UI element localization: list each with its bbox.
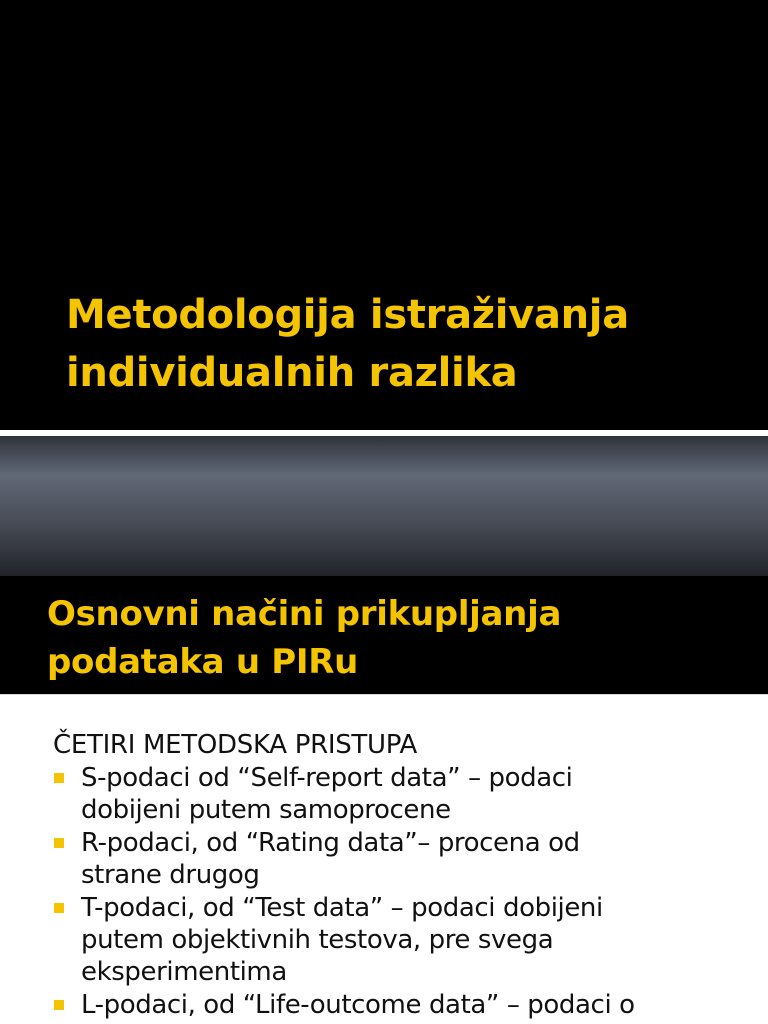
- yellow-square-bullet-icon: [54, 838, 64, 848]
- bullet-text-line: putem objektivnih testova, pre svega: [81, 925, 554, 955]
- bullet-item: [0, 989, 768, 1021]
- slide-2-title-line: Osnovni načini prikupljanja: [47, 594, 562, 634]
- bullet-item: [0, 762, 768, 826]
- yellow-square-bullet-icon: [54, 903, 64, 913]
- slide-2-title: [47, 590, 757, 686]
- slide-1-title-line: individualnih razlika: [66, 350, 518, 396]
- slide-2-header-band: [0, 436, 768, 576]
- bullet-list: [0, 762, 768, 1022]
- slide-1[interactable]: [0, 0, 768, 430]
- bullet-text-line: dobijeni putem samoprocene: [81, 795, 451, 825]
- bullet-text-line: T-podaci, od “Test data” – podaci dobijeni: [81, 893, 603, 923]
- slide-2-title-line: podataka u PIRu: [47, 642, 359, 682]
- yellow-square-bullet-icon: [54, 1000, 64, 1010]
- section-heading: ČETIRI METODSKA PRISTUPA: [53, 730, 417, 760]
- yellow-square-bullet-icon: [54, 773, 64, 783]
- slide-1-title: [66, 286, 756, 402]
- slide-2-body: [0, 702, 768, 1024]
- bullet-item: [0, 827, 768, 891]
- bullet-item: [0, 892, 768, 988]
- bullet-text-line: R-podaci, od “Rating data”– procena od: [81, 828, 580, 858]
- bullet-text-line: strane drugog: [81, 860, 260, 890]
- bullet-text-line: L-podaci, od “Life-outcome data” – podaci o: [81, 990, 635, 1020]
- bullet-text-line: eksperimentima: [81, 957, 287, 987]
- slide-1-title-line: Metodologija istraživanja: [66, 292, 629, 338]
- bullet-text-line: S-podaci od “Self-report data” – podaci: [81, 763, 573, 793]
- slide-2-divider: [0, 694, 768, 702]
